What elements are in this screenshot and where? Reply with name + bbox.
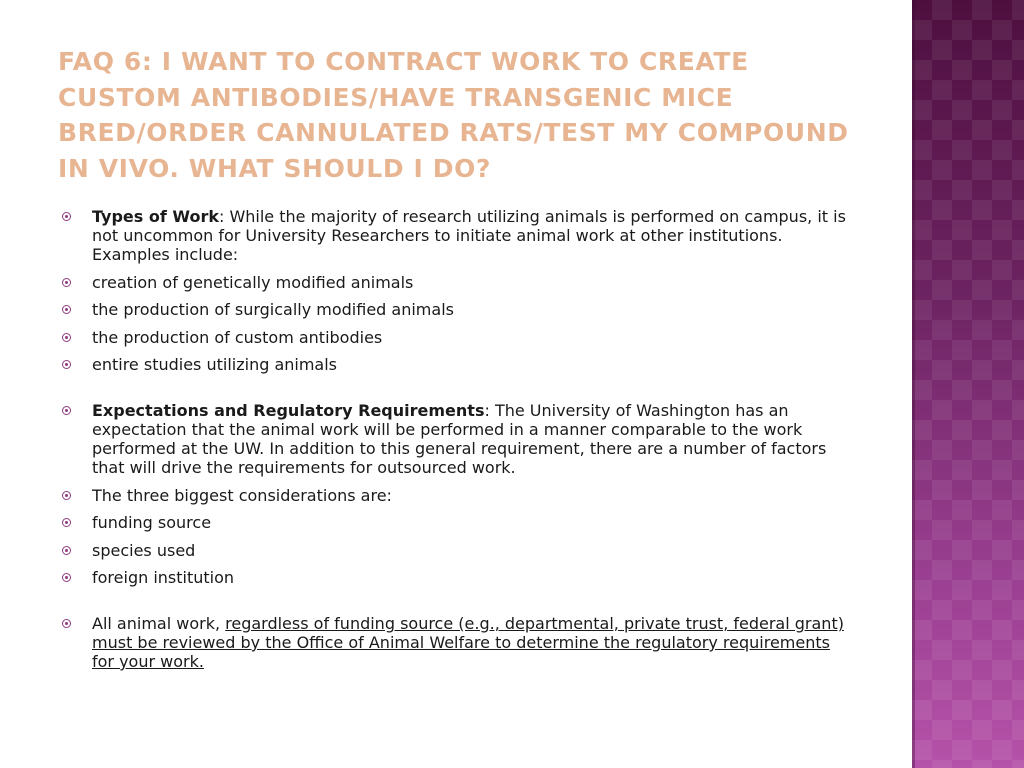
bullet-item bbox=[62, 568, 852, 587]
bullet-text: The three biggest considerations are: bbox=[92, 485, 392, 505]
bullet-marker-icon bbox=[62, 212, 71, 221]
bullet-text: funding source bbox=[92, 513, 212, 532]
bullet-lead: Types of Work bbox=[92, 207, 219, 226]
bullet-review-requirement bbox=[62, 614, 852, 671]
bullet-marker-icon bbox=[62, 491, 71, 500]
bullet-item bbox=[62, 355, 852, 374]
bullet-marker-icon bbox=[62, 360, 71, 369]
side-band-edge bbox=[912, 0, 915, 768]
bullet-text: species used bbox=[92, 540, 196, 560]
bullet-text: the production of surgically modified animals bbox=[92, 300, 454, 319]
underlined-requirement-text: regardless of funding source (e.g., departmental, private trust, federal grant) must be reviewed by the Office of Animal Welfare to determine the regulatory requirements for your work. bbox=[92, 614, 844, 671]
bullet-text: entire studies utilizing animals bbox=[92, 355, 338, 374]
bullet-expectations bbox=[62, 401, 852, 477]
bullet-item bbox=[62, 541, 852, 560]
bullet-item bbox=[62, 300, 852, 319]
bullet-text: All animal work, bbox=[92, 614, 226, 633]
bullet-text: the production of custom antibodies bbox=[92, 327, 383, 347]
bullet-marker-icon bbox=[62, 573, 71, 582]
bullet-lead: Expectations and Regulatory Requirements bbox=[92, 401, 485, 420]
bullet-text: : The University of Washington has an expectation that the animal work will be performed in a manner comparable to the work performed at the UW. In addition to this general requirement, there are a number of factors that will drive the requirements for outsourced work. bbox=[92, 401, 827, 477]
bullet-marker-icon bbox=[62, 406, 71, 415]
bullet-item bbox=[62, 328, 852, 347]
bullet-marker-icon bbox=[62, 305, 71, 314]
decorative-side-band bbox=[912, 0, 1024, 768]
bullet-list bbox=[62, 207, 852, 680]
bullet-text: foreign institution bbox=[92, 568, 235, 587]
bullet-marker-icon bbox=[62, 518, 71, 527]
bullet-marker-icon bbox=[62, 619, 71, 628]
bullet-marker-icon bbox=[62, 546, 71, 555]
bullet-item bbox=[62, 513, 852, 532]
bullet-text: : While the majority of research utilizing animals is performed on campus, it is not uncommon for University Researchers to initiate animal work at other institutions. Examples include: bbox=[92, 207, 846, 264]
bullet-types-of-work bbox=[62, 207, 852, 264]
bullet-item bbox=[62, 273, 852, 292]
bullet-marker-icon bbox=[62, 333, 71, 342]
bullet-item bbox=[62, 486, 852, 505]
slide-title: FAQ 6: I WANT TO CONTRACT WORK TO CREATE CUSTOM ANTIBODIES/HAVE TRANSGENIC MICE BRED/ORDER CANNULATED RATS/TEST MY COMPOUND IN VIVO. WHAT SHOULD I DO? bbox=[58, 47, 849, 183]
bullet-marker-icon bbox=[62, 278, 71, 287]
bullet-text: creation of genetically modified animals bbox=[92, 272, 414, 292]
